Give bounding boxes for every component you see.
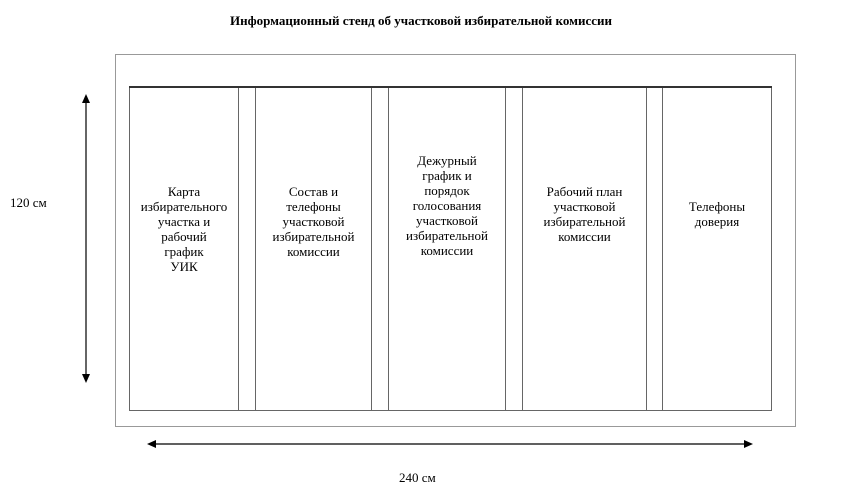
height-label: 120 см: [10, 195, 47, 210]
diagram-title: Информационный стенд об участковой избирательной комиссии: [230, 13, 612, 28]
panel-text: Состав и телефоны участковой избирательной комиссии: [272, 184, 355, 259]
panel-text: Карта избирательного участка и рабочий график УИК: [140, 184, 228, 274]
width-label: 240 см: [399, 470, 436, 485]
vertical-dimension-arrow: [82, 94, 90, 383]
panel-text: Дежурный график и порядок голосования участковой избирательной комиссии: [406, 153, 488, 258]
horizontal-dimension-arrow: [147, 440, 753, 448]
panel-text: Рабочий план участковой избирательной комиссии: [543, 184, 626, 244]
panel-text: Телефоны доверия: [688, 199, 746, 229]
